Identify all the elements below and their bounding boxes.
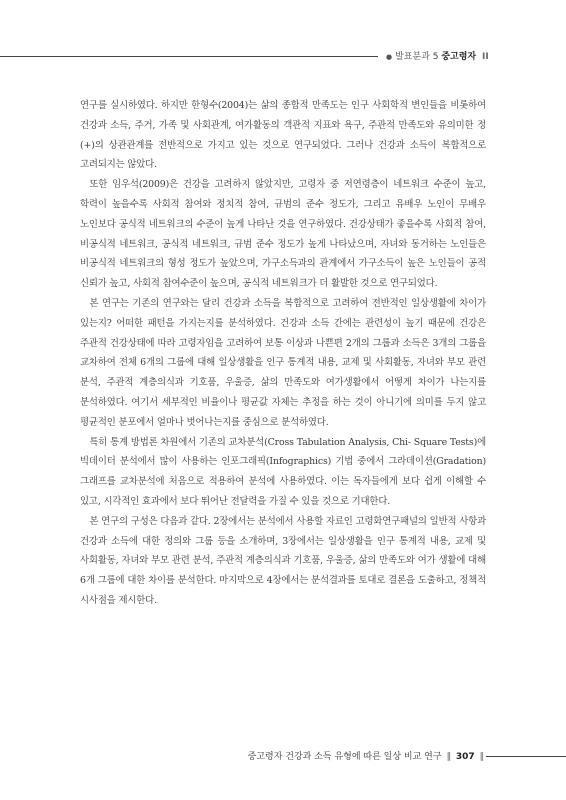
footer-title: 중고령자 건강과 소득 유형에 따른 일상 비교 연구: [247, 752, 442, 762]
footer-rule: [486, 756, 566, 757]
page-number: 307: [455, 752, 475, 762]
header-text: [386, 49, 548, 62]
paragraph: 특히 통계 방법론 차원에서 기존의 교차분석(Cross Tabulation Analysis, Chi- Square Tests)에 빅데이터 분석에서 많이 사용하는 인포그래픽(Infographics) 기법 중에서 그라데이션(Gradation) 그래프를 교차분석에 처음으로 적용하여 분석에 사용하였다. 이는 독자들에게 보다 쉽게 이해할 수 있고, 시각적인 효과에서 보다 뛰어난 전달력을 가질 수 있을 것으로 기대한다.: [80, 436, 486, 507]
body-text: [80, 96, 486, 611]
header-rule: [0, 56, 378, 57]
footer-separator: ‖: [446, 752, 451, 762]
bullet-icon: ●: [386, 53, 393, 61]
paragraph: 본 연구의 구성은 다음과 같다. 2장에서는 분석에서 사용할 자료인 고령화연구패널의 일반적 사항과 건강과 소득에 대한 정의와 그룹 등을 소개하며, 3장에서는 일상생활을 인구 통계적 내용, 교제 및 사회활동, 자녀와 부모 관련 분석, 주관적 계층의식과 기호품, 우울증, 삶의 만족도와 여가 생활에 대해 6개 그룹에 대한 차이를 분석한다. 마지막으로 4장에서는 분석결과를 토대로 결론을 도출하고, 정책적 시사점을 제시한다.: [80, 515, 486, 606]
header-section-bold: 중고령자: [441, 52, 477, 62]
paragraph: 또한 임우석(2009)은 건강을 고려하지 않았지만, 고령자 중 저연령층이 네트워크 수준이 높고, 학력이 높을수록 사회적 참여와 정치적 참여, 규범의 준수 정도가, 그리고 유배우 노인이 무배우 노인보다 공식적 네트워크의 수준이 높게 나타난 것을 연구하였다. 건강상태가 좋을수록 사회적 참여, 비공식적 네트워크, 공식적 네트워크, 규범 준수 정도가 높게 나타났으며, 자녀와 동거하는 노인들은 비공식적 네트워크의 형성 정도가 높았으며, 가구소득과의 관계에서 가구소득이 높은 노인들이 공적 신뢰가 높고, 사회적 참여수준이 높으며, 공식적 네트워크가 더 활발한 것으로 연구되었다.: [80, 179, 486, 290]
paragraph: 본 연구는 기존의 연구와는 달리 건강과 소득을 복합적으로 고려하여 전반적인 일상생활에 차이가 있는지? 어떠한 패턴을 가지는지를 분석하였다. 건강과 소득 간에는 관련성이 높기 때문에 건강은 주관적 건강상태에 따라 고령자임을 고려하여 보통 이상과 나쁜편 2개의 그룹과 소득은 3개의 그룹을 교차하여 전체 6개의 그룹에 대해 일상생활을 인구 통계적 내용, 교제 및 사회활동, 자녀와 부모 관련 분석, 주관적 계층의식과 기호품, 우울증, 삶의 만족도와 여가생활에서 어떻게 차이가 나는지를 분석하였다. 여기서 세부적인 비율이나 평균값 자체는 추정을 하는 것이 아니기에 의미를 두지 않고 평균적인 분포에서 얼마나 벗어나는지를 중심으로 분석하였다.: [80, 297, 486, 428]
footer-text: [248, 749, 486, 762]
running-header: [0, 48, 566, 66]
paragraph: 연구를 실시하였다. 하지만 한형수(2004)는 삶의 종합적 만족도는 인구 사회학적 변인들을 비롯하여 건강과 소득, 주거, 가족 및 사회관계, 여가활동의 객관적 지표와 욕구, 주관적 만족도와 유의미한 정(+)의 상관관계를 전반적으로 가지고 있는 것으로 연구되었다. 그러나 건강과 소득이 복합적으로 고려되지는 않았다.: [80, 100, 486, 171]
running-footer: [0, 748, 566, 764]
header-section: 발표분과 5: [395, 52, 442, 62]
header-part: II: [482, 52, 489, 62]
footer-end-mark: ‖: [479, 752, 484, 762]
